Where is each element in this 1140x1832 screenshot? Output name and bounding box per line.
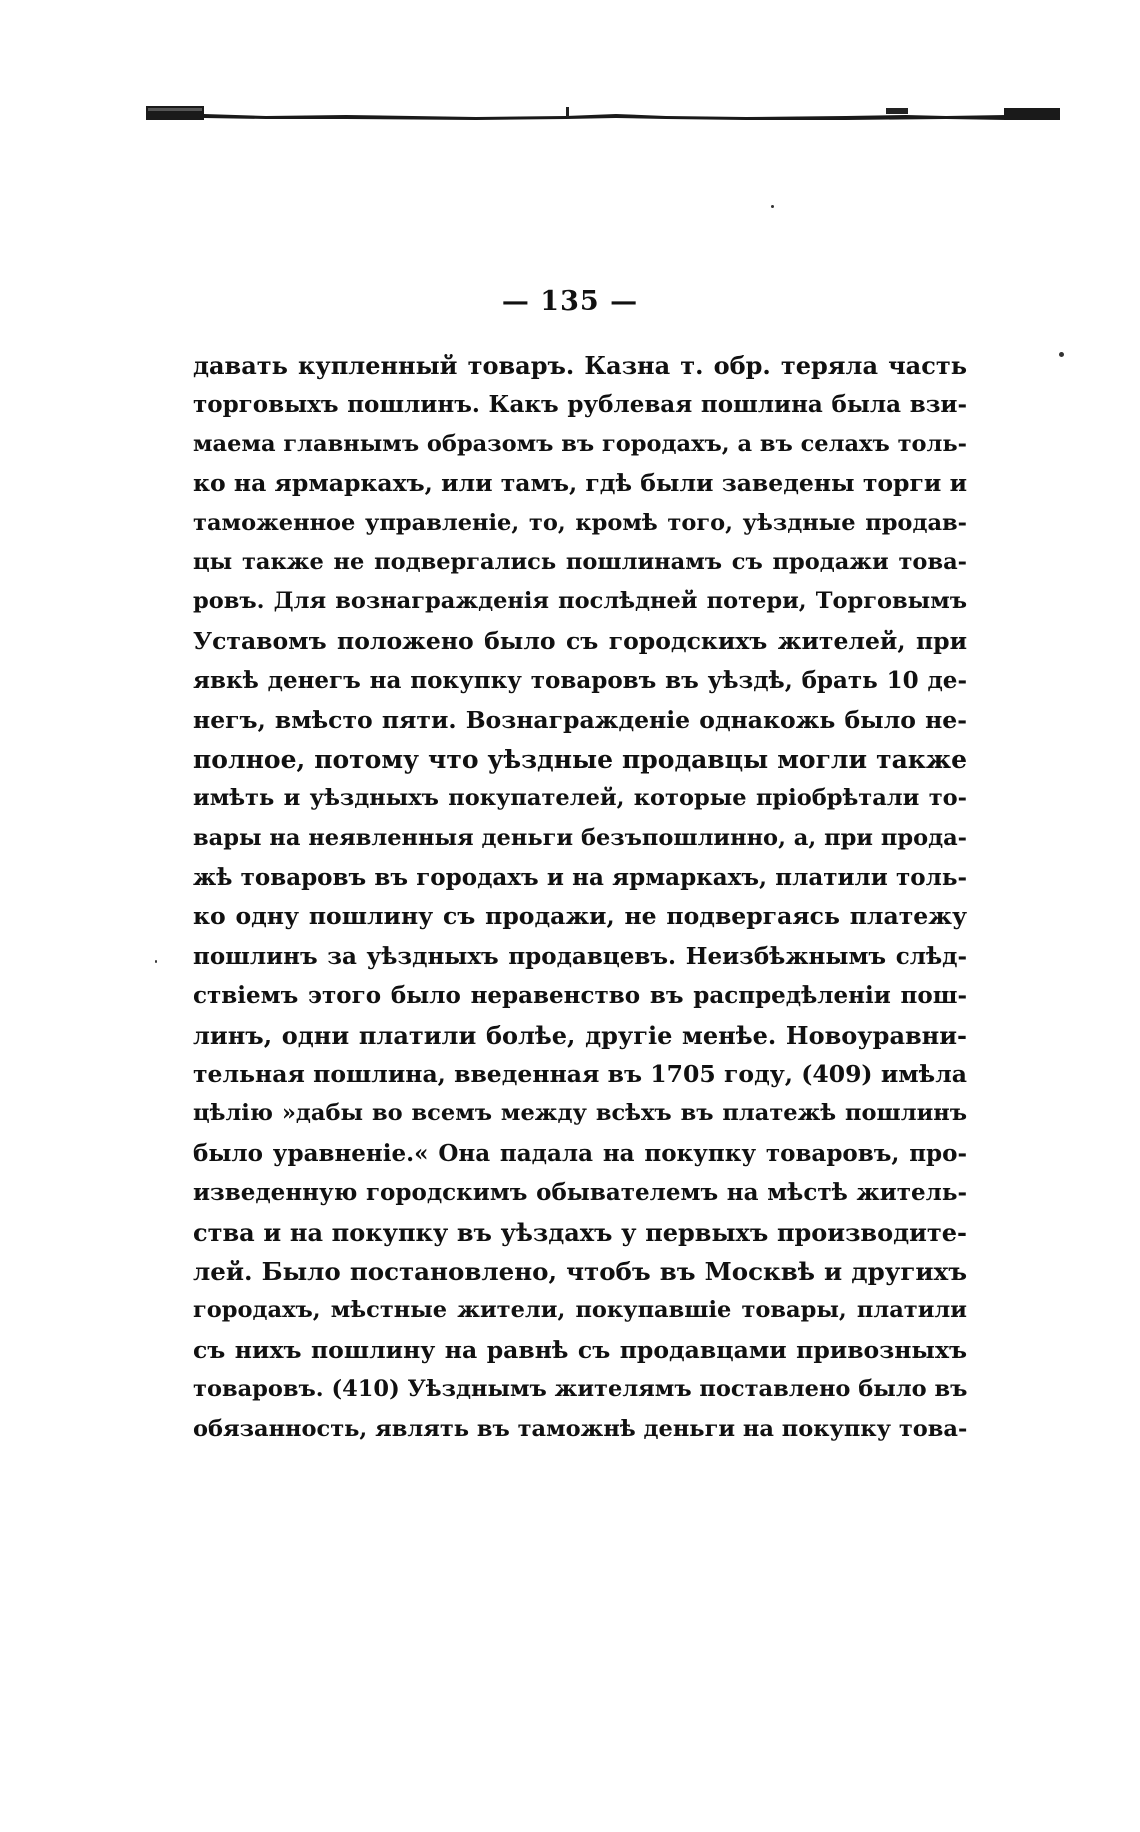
- text-line: жѣ товаровъ въ городахъ и на ярмаркахъ, платили толь-: [193, 864, 967, 892]
- text-line: имѣть и уѣздныхъ покупателей, которые пріобрѣтали то-: [193, 785, 967, 812]
- text-line: цы также не подвергались пошлинамъ съ продажи това-: [193, 548, 967, 575]
- text-line: линъ, одни платили болѣе, другіе менѣе. Новоуравни-: [193, 1020, 967, 1050]
- text-line: товаровъ. (410) Уѣзднымъ жителямъ поставлено было въ: [193, 1376, 967, 1403]
- text-line: вары на неявленныя деньги безъпошлинно, а, при прода-: [193, 824, 967, 851]
- text-line: полное, потому что уѣздные продавцы могли также: [193, 744, 967, 774]
- text-line: было уравненіе.« Она падала на покупку товаровъ, про-: [193, 1139, 967, 1167]
- text-line: ства и на покупку въ уѣздахъ у первыхъ производите-: [193, 1217, 967, 1247]
- body-text: [193, 346, 967, 1449]
- scan-speck: [1059, 352, 1064, 357]
- text-line: торговыхъ пошлинъ. Какъ рублевая пошлина была взи-: [193, 391, 967, 419]
- text-line: обязанность, являть въ таможнѣ деньги на покупку това-: [193, 1415, 967, 1442]
- decorative-top-rule: [146, 104, 1060, 122]
- text-line: лей. Было постановлено, чтобъ въ Москвѣ и другихъ: [193, 1256, 967, 1286]
- text-line: маема главнымъ образомъ въ городахъ, а въ селахъ толь-: [193, 430, 967, 457]
- page-number: — 135 —: [501, 286, 639, 317]
- text-line: цѣлію »дабы во всемъ между всѣхъ въ платежѣ пошлинъ: [193, 1100, 967, 1127]
- text-line: ко на ярмаркахъ, или тамъ, гдѣ были заведены торги и: [193, 469, 967, 498]
- text-line: изведенную городскимъ обывателемъ на мѣстѣ житель-: [193, 1179, 967, 1207]
- scan-speck: [771, 205, 774, 208]
- text-line: Уставомъ положено было съ городскихъ жителей, при: [193, 626, 967, 655]
- text-line: негъ, вмѣсто пяти. Вознагражденіе однакожь было не-: [193, 705, 967, 734]
- text-line: ко одну пошлину съ продажи, не подвергаясь платежу: [193, 902, 967, 931]
- text-line: съ нихъ пошлину на равнѣ съ продавцами привозныхъ: [193, 1335, 967, 1364]
- text-line: тельная пошлина, введенная въ 1705 году, (409) имѣла: [193, 1060, 967, 1089]
- scan-speck: [155, 960, 157, 963]
- text-line: пошлинъ за уѣздныхъ продавцевъ. Неизбѣжнымъ слѣд-: [193, 942, 967, 970]
- text-line: ствіемъ этого было неравенство въ распредѣленіи пош-: [193, 982, 967, 1010]
- text-line: явкѣ денегъ на покупку товаровъ въ уѣздѣ, брать 10 де-: [193, 667, 967, 695]
- text-line: давать купленный товаръ. Казна т. обр. теряла часть: [193, 351, 967, 380]
- text-line: ровъ. Для вознагражденія послѣдней потери, Торговымъ: [193, 588, 967, 615]
- text-line: таможенное управленіе, то, кромѣ того, уѣздные продав-: [193, 509, 967, 536]
- text-line: городахъ, мѣстные жители, покупавшіе товары, платили: [193, 1297, 967, 1324]
